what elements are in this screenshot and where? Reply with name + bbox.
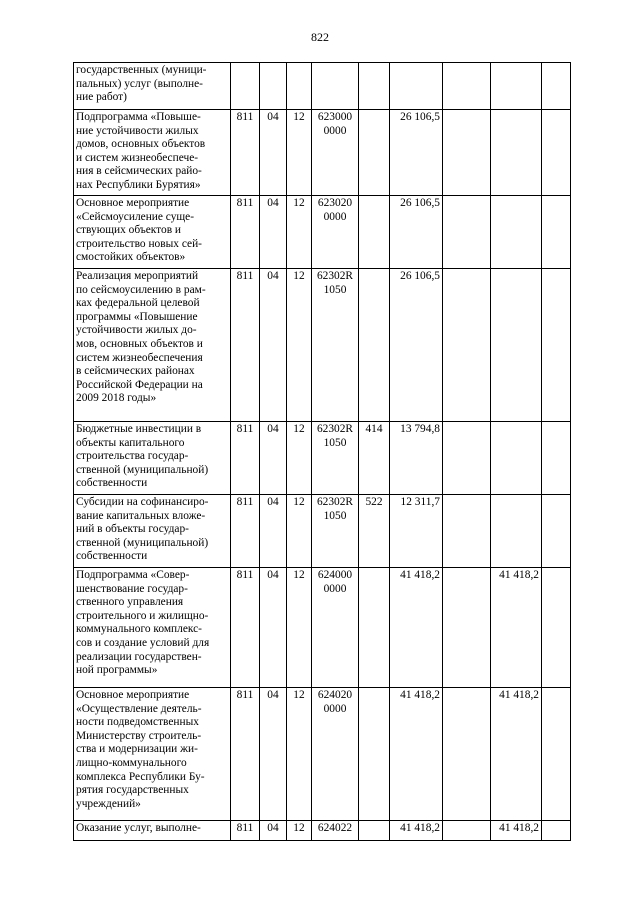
csr-cell: 623000 0000 bbox=[312, 110, 359, 196]
sum-col3-cell bbox=[491, 196, 542, 269]
sum-col2-cell bbox=[443, 196, 491, 269]
csr-cell bbox=[312, 63, 359, 110]
rz-cell: 04 bbox=[260, 821, 287, 841]
sum-col2-cell bbox=[443, 269, 491, 422]
gr-cell: 811 bbox=[231, 495, 260, 568]
pr-cell: 12 bbox=[287, 110, 312, 196]
sum-2017-cell: 13 794,8 bbox=[390, 422, 443, 495]
sum-col2-cell bbox=[443, 110, 491, 196]
sum-col3-cell bbox=[491, 269, 542, 422]
sum-2017-cell: 26 106,5 bbox=[390, 269, 443, 422]
vr-cell bbox=[359, 688, 390, 821]
rz-cell: 04 bbox=[260, 269, 287, 422]
gr-cell: 811 bbox=[231, 688, 260, 821]
sum-col4-cell bbox=[542, 422, 571, 495]
sum-col3-cell: 41 418,2 bbox=[491, 688, 542, 821]
pr-cell: 12 bbox=[287, 568, 312, 688]
sum-col4-cell bbox=[542, 688, 571, 821]
gr-cell: 811 bbox=[231, 269, 260, 422]
table-row bbox=[74, 821, 571, 841]
sum-col4-cell bbox=[542, 269, 571, 422]
sum-col2-cell bbox=[443, 495, 491, 568]
sum-2017-cell: 41 418,2 bbox=[390, 821, 443, 841]
table-row bbox=[74, 568, 571, 688]
sum-col3-cell bbox=[491, 63, 542, 110]
vr-cell bbox=[359, 821, 390, 841]
sum-col4-cell bbox=[542, 63, 571, 110]
table-row bbox=[74, 196, 571, 269]
vr-cell bbox=[359, 110, 390, 196]
pr-cell: 12 bbox=[287, 196, 312, 269]
table-row bbox=[74, 688, 571, 821]
gr-cell: 811 bbox=[231, 821, 260, 841]
gr-cell: 811 bbox=[231, 110, 260, 196]
row-name-cell: Основное мероприятие «Осуществление деятель- ности подведомственных Министерству строитель- ства и модернизации жи- лищно-коммунального комплекса Республики Бу- рятия государственных учреждений» bbox=[74, 688, 231, 821]
row-name-cell: Оказание услуг, выполне- bbox=[74, 821, 231, 841]
pr-cell: 12 bbox=[287, 821, 312, 841]
sum-2017-cell: 26 106,5 bbox=[390, 110, 443, 196]
sum-col3-cell bbox=[491, 422, 542, 495]
row-name-cell: государственных (муници- пальных) услуг (выполне- ние работ) bbox=[74, 63, 231, 110]
csr-cell: 624000 0000 bbox=[312, 568, 359, 688]
row-name-cell: Бюджетные инвестиции в объекты капитального строительства государ- ственной (муниципальной) собственности bbox=[74, 422, 231, 495]
gr-cell: 811 bbox=[231, 196, 260, 269]
table-row bbox=[74, 269, 571, 422]
sum-col3-cell: 41 418,2 bbox=[491, 568, 542, 688]
vr-cell bbox=[359, 196, 390, 269]
row-name-cell: Реализация мероприятий по сейсмоусилению в рам- ках федеральной целевой программы «Повышение устойчивости жилых до- мов, основных объектов и систем жизнеобеспечения в сейсмических районах Российской Федерации на 2009 2018 годы» bbox=[74, 269, 231, 422]
gr-cell bbox=[231, 63, 260, 110]
vr-cell: 522 bbox=[359, 495, 390, 568]
sum-col2-cell bbox=[443, 688, 491, 821]
table-row bbox=[74, 110, 571, 196]
sum-col3-cell bbox=[491, 110, 542, 196]
pr-cell: 12 bbox=[287, 688, 312, 821]
rz-cell: 04 bbox=[260, 495, 287, 568]
sum-col2-cell bbox=[443, 422, 491, 495]
rz-cell: 04 bbox=[260, 196, 287, 269]
sum-2017-cell: 12 311,7 bbox=[390, 495, 443, 568]
sum-col4-cell bbox=[542, 196, 571, 269]
sum-col4-cell bbox=[542, 821, 571, 841]
rz-cell: 04 bbox=[260, 688, 287, 821]
vr-cell: 414 bbox=[359, 422, 390, 495]
sum-col4-cell bbox=[542, 568, 571, 688]
csr-cell: 623020 0000 bbox=[312, 196, 359, 269]
table-body bbox=[74, 63, 571, 841]
rz-cell: 04 bbox=[260, 110, 287, 196]
rz-cell: 04 bbox=[260, 568, 287, 688]
sum-2017-cell: 41 418,2 bbox=[390, 688, 443, 821]
row-name-cell: Подпрограмма «Повыше- ние устойчивости жилых домов, основных объектов и систем жизнеобеспече- ния в сейсмических райо- нах Республики Бурятия» bbox=[74, 110, 231, 196]
vr-cell bbox=[359, 63, 390, 110]
sum-col4-cell bbox=[542, 495, 571, 568]
table-row bbox=[74, 495, 571, 568]
gr-cell: 811 bbox=[231, 422, 260, 495]
row-name-cell: Подпрограмма «Совер- шенствование государ- ственного управления строительного и жилищно- коммунального комплекс- сов и создание условий для реализации государствен- ной программы» bbox=[74, 568, 231, 688]
rz-cell bbox=[260, 63, 287, 110]
sum-col3-cell: 41 418,2 bbox=[491, 821, 542, 841]
pr-cell: 12 bbox=[287, 269, 312, 422]
table-row bbox=[74, 422, 571, 495]
budget-table bbox=[73, 62, 571, 841]
pr-cell: 12 bbox=[287, 495, 312, 568]
sum-col4-cell bbox=[542, 110, 571, 196]
sum-col2-cell bbox=[443, 63, 491, 110]
sum-2017-cell: 41 418,2 bbox=[390, 568, 443, 688]
sum-col3-cell bbox=[491, 495, 542, 568]
gr-cell: 811 bbox=[231, 568, 260, 688]
csr-cell: 62302R 1050 bbox=[312, 495, 359, 568]
sum-2017-cell: 26 106,5 bbox=[390, 196, 443, 269]
rz-cell: 04 bbox=[260, 422, 287, 495]
table-row bbox=[74, 63, 571, 110]
sum-2017-cell bbox=[390, 63, 443, 110]
csr-cell: 624022 bbox=[312, 821, 359, 841]
csr-cell: 62302R 1050 bbox=[312, 422, 359, 495]
vr-cell bbox=[359, 568, 390, 688]
vr-cell bbox=[359, 269, 390, 422]
pr-cell: 12 bbox=[287, 422, 312, 495]
sum-col2-cell bbox=[443, 821, 491, 841]
page-number: 822 bbox=[311, 30, 329, 44]
pr-cell bbox=[287, 63, 312, 110]
sum-col2-cell bbox=[443, 568, 491, 688]
row-name-cell: Субсидии на софинансиро- вание капитальных вложе- ний в объекты государ- ственной (муниципальной) собственности bbox=[74, 495, 231, 568]
csr-cell: 624020 0000 bbox=[312, 688, 359, 821]
row-name-cell: Основное мероприятие «Сейсмоусиление суще- ствующих объектов и строительство новых сей- смостойких объектов» bbox=[74, 196, 231, 269]
csr-cell: 62302R 1050 bbox=[312, 269, 359, 422]
